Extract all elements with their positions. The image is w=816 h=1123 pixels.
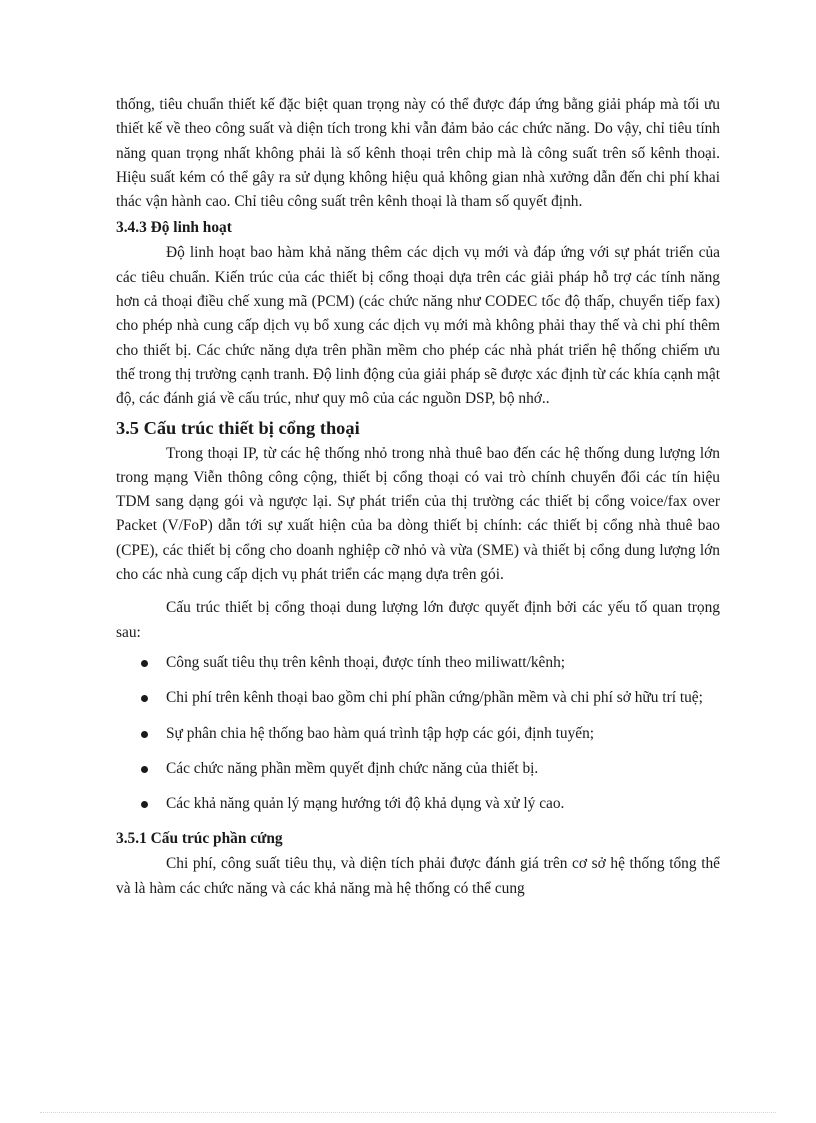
document-page [116,93,720,901]
bullet-icon [141,695,148,702]
list-item: Các khả năng quản lý mạng hướng tới độ khả dụng và xử lý cao. [116,792,720,816]
list-item: Các chức năng phần mềm quyết định chức năng của thiết bị. [116,757,720,781]
factor-list [116,651,720,816]
heading-3-4-3: 3.4.3 Độ linh hoạt [116,219,232,237]
heading-3-5: 3.5 Cấu trúc thiết bị cổng thoại [116,417,360,438]
bullet-icon [141,660,148,667]
bullet-icon [141,801,148,808]
list-item: Công suất tiêu thụ trên kênh thoại, được tính theo miliwatt/kênh; [116,651,720,675]
paragraph-continuation: thống, tiêu chuẩn thiết kế đặc biệt quan trọng này có thể được đáp ứng bằng giải pháp mà tối ưu thiết kế về theo công suất và diện tích trong khi vẫn đảm bảo các chức năng. Do vậy, chỉ tiêu tính năng quan trọng nhất không phải là số kênh thoại trên chip mà là công suất trên số kênh thoại. Hiệu suất kém có thể gây ra sử dụng không hiệu quả không gian nhà xưởng dẫn đến chi phí khai thác vận hành cao. Chỉ tiêu công suất trên kênh thoại là tham số quyết định. [116,96,720,211]
list-item: Chi phí trên kênh thoại bao gồm chi phí phần cứng/phần mềm và chi phí sở hữu trí tuệ; [116,686,720,710]
page-bottom-divider [40,1112,776,1113]
paragraph-flexibility: Độ linh hoạt bao hàm khả năng thêm các dịch vụ mới và đáp ứng với sự phát triển của các tiêu chuẩn. Kiến trúc của các thiết bị cổng thoại dựa trên các giải pháp hỗ trợ các tính năng hơn cả thoại điều chế xung mã (PCM) (các chức năng như CODEC tốc độ thấp, chuyển tiếp fax) cho phép nhà cung cấp dịch vụ bổ xung các dịch vụ mới mà không phải thay thế và chi phí thêm cho thiết bị. Các chức năng dựa trên phần mềm cho phép các nhà phát triển hệ thống chiếm ưu thế trong thị trường cạnh tranh. Độ linh động của giải pháp sẽ được xác định từ các khía cạnh mật độ, các đánh giá về cấu trúc, như quy mô của các nguồn DSP, bộ nhớ.. [116,244,720,408]
bullet-icon [141,766,148,773]
paragraph-hardware: Chi phí, công suất tiêu thụ, và diện tích phải được đánh giá trên cơ sở hệ thống tổng thể và là hàm các chức năng và các khả năng mà hệ thống có thể cung [116,855,720,897]
paragraph-gateway-factors: Cấu trúc thiết bị cổng thoại dung lượng lớn được quyết định bởi các yếu tố quan trọng sau: [116,599,720,641]
heading-3-5-1: 3.5.1 Cấu trúc phần cứng [116,830,283,848]
paragraph-gateway-intro: Trong thoại IP, từ các hệ thống nhỏ trong nhà thuê bao đến các hệ thống dung lượng lớn trong mạng Viễn thông công cộng, thiết bị cổng thoại có vai trò chính chuyển đổi các tín hiệu TDM sang dạng gói và ngược lại. Sự phát triển của thị trường các thiết bị cổng voice/fax over Packet (V/FoP) dẫn tới sự xuất hiện của ba dòng thiết bị chính: các thiết bị cổng nhà thuê bao (CPE), các thiết bị cổng cho doanh nghiệp cỡ nhỏ và vừa (SME) và thiết bị cổng dung lượng lớn cho các nhà cung cấp dịch vụ phát triển các mạng dựa trên gói. [116,444,720,584]
bullet-icon [141,731,148,738]
list-item: Sự phân chia hệ thống bao hàm quá trình tập hợp các gói, định tuyến; [116,722,720,746]
